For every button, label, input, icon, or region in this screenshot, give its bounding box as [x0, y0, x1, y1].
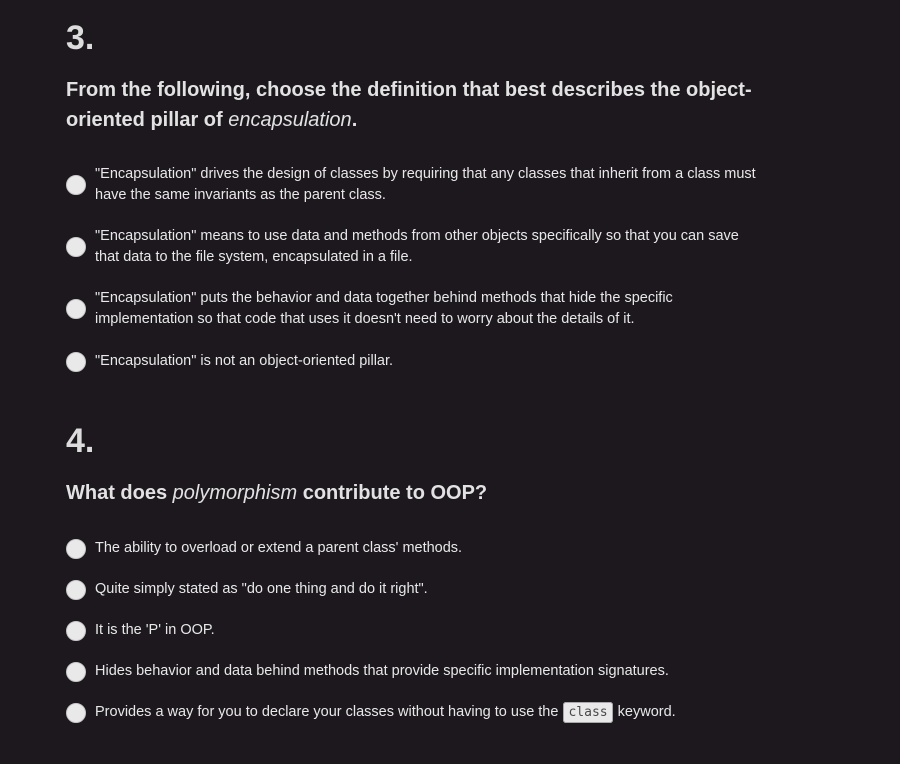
radio-button[interactable]	[66, 621, 86, 641]
radio-button[interactable]	[66, 299, 86, 319]
radio-button[interactable]	[66, 237, 86, 257]
option-label: Hides behavior and data behind methods that provide specific implementation signatures.	[95, 663, 669, 679]
question-4-prompt-text: What does	[66, 482, 173, 504]
question-4-option-3[interactable]	[66, 620, 766, 641]
question-4-number: 4.	[66, 422, 95, 460]
question-4-option-1[interactable]	[66, 538, 766, 559]
question-4-option-4[interactable]	[66, 661, 766, 682]
option-label: Quite simply stated as "do one thing and do it right".	[95, 581, 428, 597]
radio-button[interactable]	[66, 352, 86, 372]
question-3-number: 3.	[66, 19, 95, 57]
question-4-prompt-emphasis: polymorphism	[172, 482, 298, 504]
question-3-prompt	[66, 75, 766, 135]
radio-button[interactable]	[66, 175, 86, 195]
question-3-prompt-text: From the following, choose the definition that best describes the object-oriented pillar of	[66, 79, 752, 131]
radio-button[interactable]	[66, 703, 86, 723]
option-label: "Encapsulation" drives the design of classes by requiring that any classes that inherit from a class must have the same invariants as the parent class.	[95, 166, 756, 203]
question-3-option-2[interactable]	[66, 226, 766, 268]
question-4-option-2[interactable]	[66, 579, 766, 600]
option-label: "Encapsulation" means to use data and methods from other objects specifically so that you can save that data to the file system, encapsulated in a file.	[95, 228, 739, 265]
question-3-option-1[interactable]	[66, 164, 766, 206]
option-label	[95, 702, 676, 723]
question-4-prompt-end: contribute to OOP?	[297, 482, 488, 504]
option-label: "Encapsulation" puts the behavior and data together behind methods that hide the specific implementation so that code that uses it doesn't need to worry about the details of it.	[95, 290, 673, 327]
question-4-prompt	[66, 478, 766, 508]
class-keyword-code: class	[563, 702, 612, 723]
option-label: The ability to overload or extend a parent class' methods.	[95, 540, 463, 556]
option-label-text: Provides a way for you to declare your classes without having to use the	[95, 704, 563, 720]
question-4-option-5[interactable]	[66, 702, 766, 723]
radio-button[interactable]	[66, 580, 86, 600]
option-label-text-end: keyword.	[613, 704, 676, 720]
option-label: "Encapsulation" is not an object-oriented pillar.	[95, 353, 394, 369]
question-3-prompt-end: .	[351, 109, 358, 131]
question-3-option-4[interactable]	[66, 351, 766, 372]
radio-button[interactable]	[66, 539, 86, 559]
question-3-prompt-emphasis: encapsulation	[228, 109, 352, 131]
question-3-option-3[interactable]	[66, 288, 766, 330]
radio-button[interactable]	[66, 662, 86, 682]
option-label: It is the 'P' in OOP.	[95, 622, 215, 638]
